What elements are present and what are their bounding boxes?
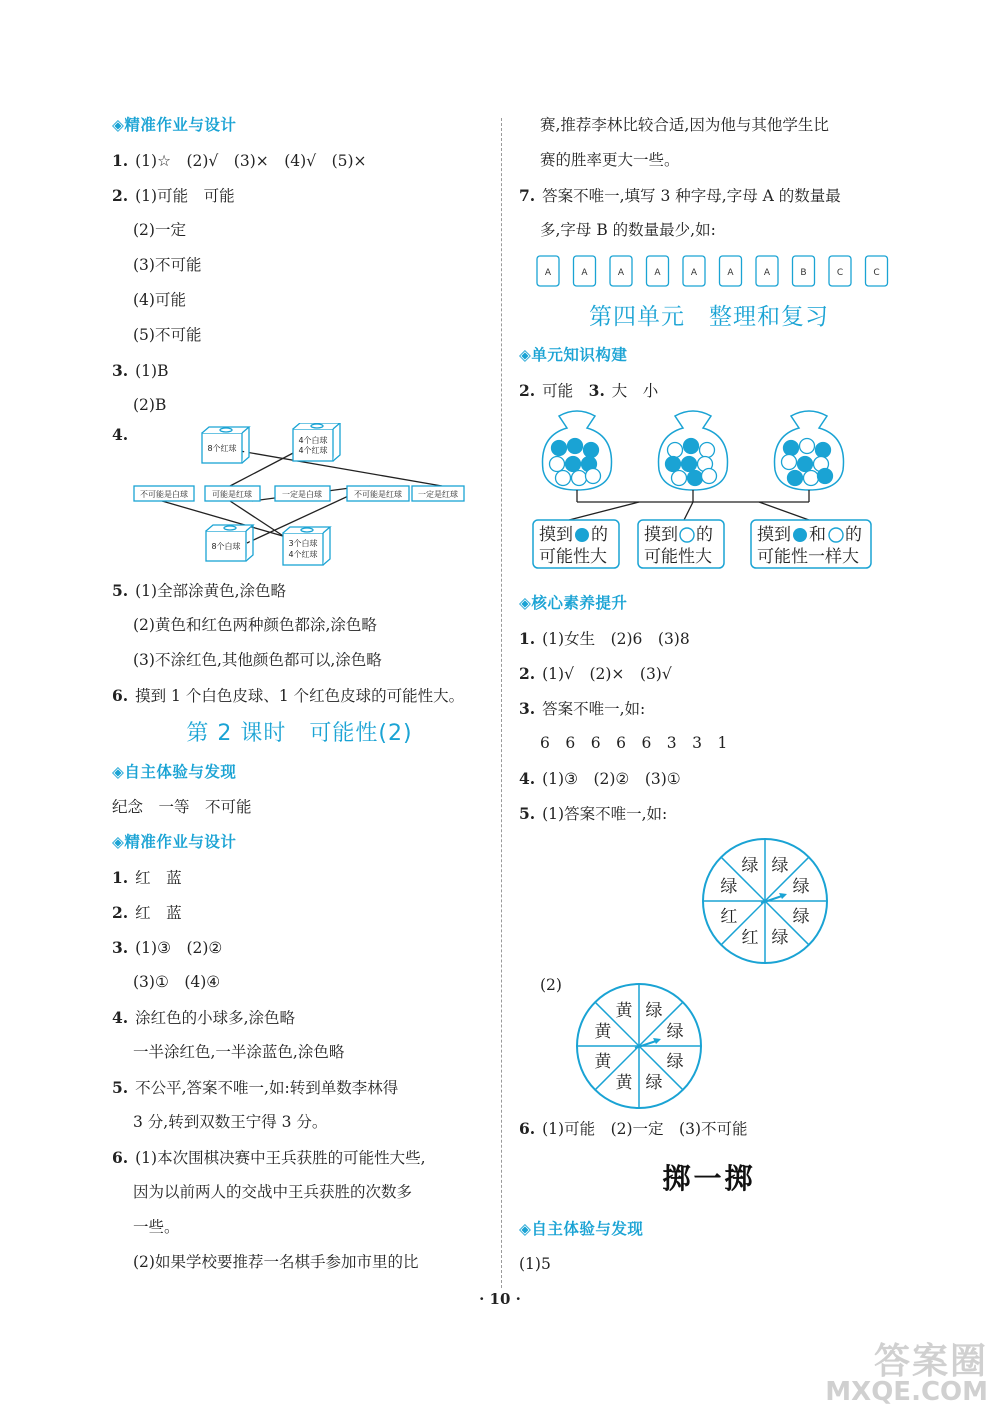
answer-6 — [112, 678, 487, 713]
item-number: 6. — [112, 1148, 129, 1167]
answer-6 — [519, 1111, 899, 1146]
answer-line: (3)不可能 — [133, 256, 202, 274]
section-heading: ◈核心素养提升 — [519, 594, 628, 612]
answer-line: (2)一定 — [133, 221, 186, 239]
sector-label: 绿 — [792, 906, 810, 927]
letter-card — [574, 256, 596, 286]
blue-ball — [788, 471, 803, 486]
answer-7 — [519, 178, 899, 213]
section-heading: ◈单元知识构建 — [519, 346, 628, 364]
box-label: 4个红球 — [298, 446, 328, 455]
item-number: 5. — [112, 1078, 129, 1097]
sector-label: 绿 — [666, 1022, 684, 1043]
card-letter: A — [581, 268, 588, 278]
answer-line: (5)不可能 — [133, 326, 202, 344]
letter-cards — [519, 248, 899, 296]
item-number: 6. — [112, 686, 129, 705]
blue-ball — [688, 471, 703, 486]
item-number: 1. — [112, 151, 129, 170]
letter-card — [756, 256, 778, 286]
sector-label: 绿 — [645, 1073, 663, 1094]
answer-text: (1)全部涂黄色,涂色略 — [135, 582, 287, 600]
section-heading: ◈自主体验与发现 — [519, 1220, 644, 1238]
answer-4 — [519, 761, 899, 796]
answer-text: (1)可能 (2)一定 (3)不可能 — [542, 1120, 748, 1138]
watermark-url: MXQE.COM — [825, 1377, 988, 1407]
bag-caption: 的 — [696, 525, 713, 545]
blue-ball — [684, 439, 699, 454]
answer-text: (1)B — [135, 362, 169, 380]
answer-text: (1)√ (2)× (3)√ — [542, 665, 672, 683]
ball-icon — [680, 528, 694, 542]
item-number: 1. — [519, 629, 536, 648]
ball-icon — [793, 528, 807, 542]
answer-4 — [112, 1000, 487, 1035]
sector-label: 黄 — [594, 1022, 612, 1043]
white-ball — [668, 443, 683, 458]
answer-1 — [519, 621, 899, 656]
blue-ball — [584, 443, 599, 458]
letter-card — [537, 256, 559, 286]
spinner-2 — [519, 976, 899, 1111]
answer-text: (1)女生 (2)6 (3)8 — [542, 630, 690, 648]
page-number: · 10 · — [479, 1290, 521, 1308]
white-ball — [586, 469, 601, 484]
bags-figure — [519, 408, 899, 586]
letter-card — [647, 256, 669, 286]
box-label: 8个白球 — [211, 542, 241, 551]
bag-caption: 摸到 — [757, 525, 791, 545]
item-number: 5. — [519, 804, 536, 823]
answer-text: (1)答案不唯一,如: — [542, 805, 668, 823]
answer-5 — [519, 796, 899, 831]
white-ball — [702, 469, 717, 484]
answer-5 — [112, 573, 487, 608]
bags-diagram — [519, 408, 899, 586]
answer-text: (1)③ (2)② — [135, 939, 223, 957]
box-label: 4个白球 — [298, 436, 328, 445]
blue-ball — [818, 469, 833, 484]
box-label: 8个红球 — [207, 444, 237, 453]
answer-text: 大 小 — [611, 382, 659, 400]
letter-card — [829, 256, 851, 286]
answer-line: (2)B — [133, 396, 167, 414]
answer-line: (2)如果学校要推荐一名棋手参加市里的比 — [133, 1253, 419, 1271]
answer-line: 一些。 — [133, 1218, 180, 1236]
sector-label: 黄 — [615, 1073, 633, 1094]
blue-ball — [816, 443, 831, 458]
item-number: 6. — [519, 1119, 536, 1138]
white-ball — [700, 443, 715, 458]
bag-caption: 的 — [591, 525, 608, 545]
answer-text: 不公平,答案不唯一,如:转到单数李林得 — [135, 1079, 399, 1097]
answer-text: 红 蓝 — [135, 904, 182, 922]
blue-ball — [666, 457, 681, 472]
answer-text: (1)可能 可能 — [135, 187, 235, 205]
statement-label: 一定是白球 — [282, 490, 322, 499]
answer-text: 摸到 1 个白色皮球、1 个红色皮球的可能性大。 — [135, 687, 465, 705]
answer-6 — [112, 1140, 487, 1175]
answer-4-figure — [112, 423, 487, 573]
blue-ball — [798, 457, 813, 472]
answer-line: 赛,推荐李林比较合适,因为他与其他学生比 — [540, 116, 829, 134]
answer-text: 答案不唯一,如: — [542, 700, 646, 718]
statement-label: 一定是红球 — [418, 490, 458, 499]
answer-line: 赛的胜率更大一些。 — [540, 151, 680, 169]
sector-label: 红 — [741, 928, 759, 949]
item-number: 3. — [112, 361, 129, 380]
item-number: 4. — [519, 769, 536, 788]
answer-text: (1)☆ (2)√ (3)× (4)√ (5)× — [135, 152, 367, 170]
item-number: 2. — [519, 381, 536, 400]
white-ball — [782, 455, 797, 470]
card-letter: C — [873, 268, 880, 278]
bag-caption: 摸到 — [539, 525, 573, 545]
white-ball — [572, 471, 587, 486]
bag-caption: 的 — [845, 525, 862, 545]
letter-cards-graphic — [519, 248, 899, 296]
answer-line: 6 6 6 6 6 3 3 1 — [540, 734, 728, 752]
item-number: 3. — [588, 381, 605, 400]
answer-text: 涂红色的小球多,涂色略 — [135, 1009, 296, 1027]
answer-1 — [112, 143, 487, 178]
answer-2 — [519, 656, 899, 691]
answer-2-3 — [519, 373, 899, 408]
card-letter: A — [544, 268, 552, 278]
item-number: 4. — [112, 425, 129, 444]
answer-line: (3)不涂红色,其他颜色都可以,涂色略 — [133, 651, 382, 669]
white-ball — [550, 457, 565, 472]
letter-card — [720, 256, 742, 286]
answer-text: 红 蓝 — [135, 869, 182, 887]
bag-caption: 可能性大 — [539, 547, 607, 567]
answer-line: 一半涂红色,一半涂蓝色,涂色略 — [133, 1043, 345, 1061]
answer-3 — [112, 930, 487, 965]
blue-ball — [566, 457, 581, 472]
item-number: 4. — [112, 1008, 129, 1027]
white-ball — [556, 471, 571, 486]
item-number: 2. — [112, 186, 129, 205]
right-column — [519, 108, 899, 1282]
answer-line: (2) — [540, 976, 562, 994]
answer-5 — [112, 1070, 487, 1105]
section-heading: ◈精准作业与设计 — [112, 116, 237, 134]
watermark — [825, 1341, 988, 1407]
answer-2 — [112, 178, 487, 213]
item-number: 1. — [112, 868, 129, 887]
bag-caption: 摸到 — [644, 525, 678, 545]
white-ball — [672, 471, 687, 486]
answer-text: 答案不唯一,填写 3 种字母,字母 A 的数量最 — [542, 187, 841, 205]
sector-label: 绿 — [645, 1000, 663, 1021]
blue-ball — [568, 439, 583, 454]
sector-label: 绿 — [720, 877, 738, 898]
card-letter: A — [763, 268, 771, 278]
section-heading: ◈自主体验与发现 — [112, 763, 237, 781]
card-letter: B — [800, 268, 807, 278]
white-ball — [804, 471, 819, 486]
spinner-wheel — [519, 831, 899, 976]
answer-1 — [112, 860, 487, 895]
answer-line: (4)可能 — [133, 291, 186, 309]
white-ball — [800, 439, 815, 454]
spinner-1 — [519, 831, 899, 976]
spinner-wheel — [519, 976, 899, 1111]
item-number: 5. — [112, 581, 129, 600]
watermark-logo: 答案圈 — [873, 1341, 988, 1382]
ball-icon — [575, 528, 589, 542]
answer-line: (1)5 — [519, 1255, 551, 1273]
sector-label: 绿 — [792, 877, 810, 898]
answer-line: (3)① (4)④ — [133, 973, 221, 991]
item-number: 7. — [519, 186, 536, 205]
unit-title: 第四单元 整理和复习 — [589, 304, 829, 330]
answer-line: 3 分,转到双数王宁得 3 分。 — [133, 1113, 328, 1131]
item-number: 3. — [112, 938, 129, 957]
answer-line: 因为以前两人的交战中王兵获胜的次数多 — [133, 1183, 413, 1201]
sector-label: 黄 — [594, 1051, 612, 1072]
item-number: 3. — [519, 699, 536, 718]
blue-ball — [784, 441, 799, 456]
bag-caption: 可能性大 — [644, 547, 712, 567]
card-letter: A — [727, 268, 734, 278]
box-label: 3个白球 — [288, 539, 318, 548]
left-column — [112, 108, 487, 1280]
letter-card — [683, 256, 705, 286]
section-title: 掷一掷 — [662, 1162, 756, 1195]
item-number: 2. — [112, 903, 129, 922]
bag-caption: 和 — [809, 525, 826, 545]
sector-label: 黄 — [615, 1000, 633, 1021]
card-letter: A — [690, 268, 698, 278]
answer-2 — [112, 895, 487, 930]
statement-label: 不可能是白球 — [140, 490, 188, 499]
statement-label: 不可能是红球 — [354, 490, 402, 499]
sector-label: 绿 — [741, 855, 759, 876]
answer-line: (2)黄色和红色两种颜色都涂,涂色略 — [133, 616, 377, 634]
column-divider — [501, 118, 502, 1288]
item-number: 2. — [519, 664, 536, 683]
answer-3 — [112, 353, 487, 388]
answer-line: 纪念 一等 不可能 — [112, 798, 252, 816]
box-label: 4个红球 — [288, 550, 318, 559]
answer-3 — [519, 691, 899, 726]
lesson-title: 第 2 课时 可能性(2) — [186, 721, 413, 746]
matching-diagram — [112, 423, 472, 573]
bag-caption: 可能性一样大 — [757, 547, 859, 567]
section-heading: ◈精准作业与设计 — [112, 833, 237, 851]
answer-text: (1)本次围棋决赛中王兵获胜的可能性大些, — [135, 1149, 426, 1167]
sector-label: 红 — [720, 906, 738, 927]
letter-card — [866, 256, 888, 286]
letter-card — [793, 256, 815, 286]
answer-text: (1)③ (2)② (3)① — [542, 770, 681, 788]
card-letter: A — [654, 268, 661, 278]
sector-label: 绿 — [771, 855, 789, 876]
answer-text: 可能 — [542, 382, 574, 400]
answer-line: 多,字母 B 的数量最少,如: — [540, 221, 716, 239]
blue-ball — [682, 457, 697, 472]
card-letter: C — [836, 268, 844, 278]
sector-label: 绿 — [666, 1051, 684, 1072]
ball-icon — [829, 528, 843, 542]
blue-ball — [552, 441, 567, 456]
letter-card — [610, 256, 632, 286]
statement-label: 可能是红球 — [212, 490, 252, 499]
card-letter: A — [617, 268, 625, 278]
sector-label: 绿 — [771, 928, 789, 949]
